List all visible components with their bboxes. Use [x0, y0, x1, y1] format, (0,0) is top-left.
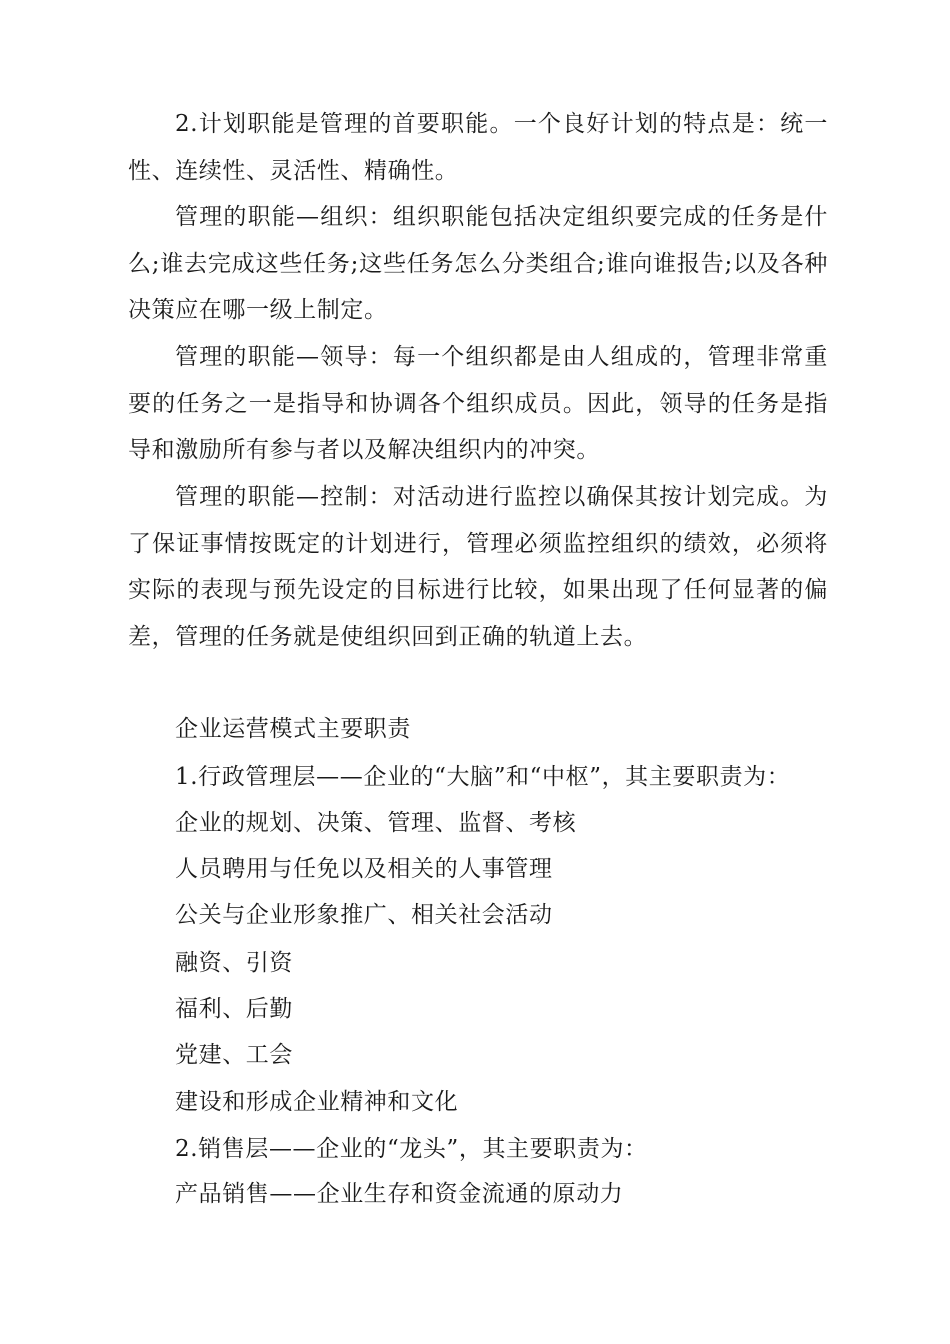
- paragraph-leading-function: 管理的职能—领导：每一个组织都是由人组成的，管理非常重要的任务之一是指导和协调各个组织成员。因此，领导的任务是指导和激励所有参与者以及解决组织内的冲突。: [128, 344, 828, 463]
- list-item: 公关与企业形象推广、相关社会活动: [175, 902, 553, 928]
- list-item: 企业的规划、决策、管理、监督、考核: [175, 810, 577, 836]
- list-item: 福利、后勤: [175, 996, 293, 1022]
- list-item: 党建、工会: [175, 1042, 293, 1068]
- list-item: 产品销售——企业生存和资金流通的原动力: [175, 1181, 624, 1207]
- section-heading: 企业运营模式主要职责: [175, 716, 411, 742]
- list-heading-admin: 1.行政管理层——企业的“大脑”和“中枢”，其主要职责为：: [175, 764, 791, 790]
- paragraph-controlling-function: 管理的职能—控制：对活动进行监控以确保其按计划完成。为了保证事情按既定的计划进行，管理必须监控组织的绩效，必须将实际的表现与预先设定的目标进行比较，如果出现了任何显著的偏差，管理的任务就是使组织回到正确的轨道上去。: [128, 484, 828, 650]
- list-item: 人员聘用与任免以及相关的人事管理: [175, 856, 553, 882]
- list-heading-sales: 2.销售层——企业的“龙头”，其主要职责为：: [175, 1136, 648, 1162]
- list-item: 融资、引资: [175, 950, 293, 976]
- list-item: 建设和形成企业精神和文化: [175, 1089, 459, 1115]
- paragraph-organizing-function: 管理的职能—组织：组织职能包括决定组织要完成的任务是什么;谁去完成这些任务;这些任务怎么分类组合;谁向谁报告;以及各种决策应在哪一级上制定。: [128, 204, 828, 323]
- paragraph-planning-function: 2.计划职能是管理的首要职能。一个良好计划的特点是：统一性、连续性、灵活性、精确性。: [128, 111, 828, 184]
